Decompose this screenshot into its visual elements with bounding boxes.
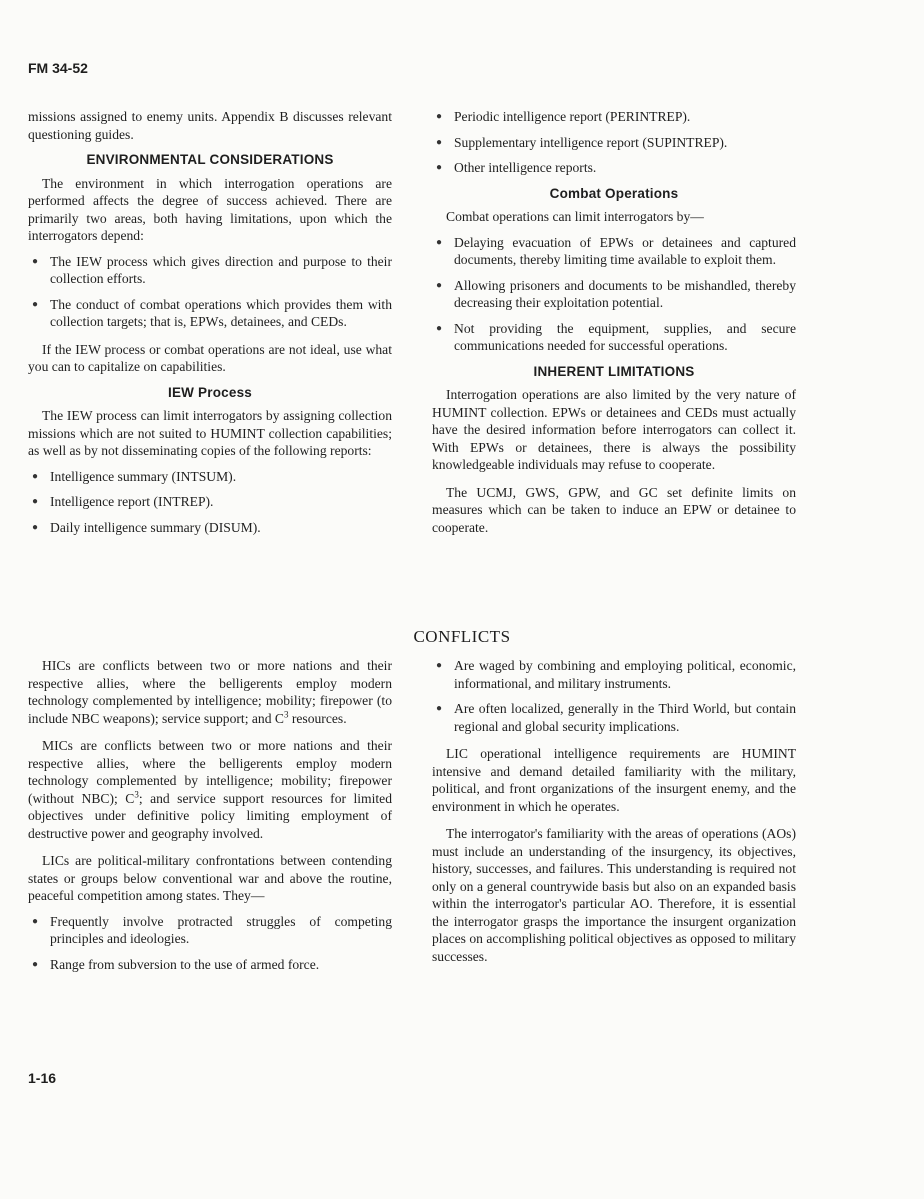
interrogator-familiarity-paragraph: The interrogator's familiarity with the areas of operations (AOs) must include an understanding of the insurgency, its objectives, history, successes, and failures. This understanding is required not only on a general countrywide basis but also on an expanded basis within the interrogator's particular AO. Therefore, it is essential the interrogator grasps the importance the insurgent organization places on accomplishing political objectives as opposed to military successes. [432, 826, 796, 964]
lic-bullet-list [28, 913, 392, 974]
inherent-limitations-heading: INHERENT LIMITATIONS [533, 363, 695, 379]
list-item: ● Allowing prisoners and documents to be mishandled, thereby decreasing their exploitation potential. [432, 277, 796, 312]
combat-paragraph: Combat operations can limit interrogators by— [446, 209, 704, 224]
hic-text: HICs are conflicts between two or more nations and their respective allies, where the belligerents employ modern technology complemented by intelligence; mobility; firepower (to include NBC weapons); service support; and C [28, 658, 392, 726]
inherent-paragraph-2: The UCMJ, GWS, GPW, and GC set definite limits on measures which can be taken to induce an EPW or detainee to cooperate. [432, 484, 796, 535]
environment-bullet-list [28, 253, 392, 331]
mic-text: MICs are conflicts between two or more nations and their respective allies, where the belligerents employ modern technology complemented by intelligence; mobility; firepower (without NBC); C [28, 738, 392, 806]
iew-paragraph: The IEW process can limit interrogators by assigning collection missions which are not suited to HUMINT collection capabilities; as well as by not disseminating copies of the following reports: [28, 408, 392, 458]
list-item: ● Intelligence report (INTREP). [28, 493, 392, 511]
mic-text-end: ; and service support resources for limited objectives under definitive policy limiting employment of destructive power and geography involved. [28, 790, 392, 841]
list-item: ● The IEW process which gives direction and purpose to their collection efforts. [28, 253, 392, 288]
conflicts-heading: CONFLICTS [413, 627, 511, 646]
combat-bullet-list [432, 234, 796, 355]
superscript: 3 [134, 788, 139, 799]
page-number: 1-16 [28, 1070, 57, 1086]
lic-requirements-paragraph: LIC operational intelligence requirements are HUMINT intensive and demand detailed familiarity with the military, political, and front organizations of the insurgent enemy, and the environment in which he operates. [432, 746, 796, 814]
list-item: ● Supplementary intelligence report (SUPINTREP). [432, 134, 796, 152]
list-item: ● Are often localized, generally in the Third World, but contain regional and global security implications. [432, 700, 796, 735]
iew-process-heading: IEW Process [168, 384, 252, 400]
list-item: ● Periodic intelligence report (PERINTREP). [432, 108, 796, 126]
list-item: ● Intelligence summary (INTSUM). [28, 468, 392, 486]
lic-bullet-list-continued [432, 657, 796, 735]
list-item: ● Frequently involve protracted struggles of competing principles and ideologies. [28, 913, 392, 948]
superscript: 3 [283, 708, 289, 719]
environment-paragraph-2: If the IEW process or combat operations are not ideal, use what you can to capitalize on capabilities. [28, 341, 392, 374]
iew-report-list [28, 468, 392, 537]
list-item: ● Are waged by combining and employing political, economic, informational, and military instruments. [432, 657, 796, 692]
right-column-bottom [432, 657, 796, 965]
document-id: FM 34-52 [28, 60, 88, 76]
list-item: ● Range from subversion to the use of armed force. [28, 956, 392, 974]
right-column-top [432, 108, 796, 536]
environment-paragraph: The environment in which interrogation operations are performed affects the degree of success achieved. There are primarily two areas, both having limitations, upon which the interrogators depend: [28, 175, 392, 243]
lic-paragraph: LICs are political-military confrontations between contending states or groups below conventional war and above the routine, peaceful competition among states. They— [28, 853, 392, 903]
list-item: ● Other intelligence reports. [432, 159, 796, 177]
report-list-continued [432, 108, 796, 177]
hic-text-end: resources. [288, 710, 347, 726]
inherent-paragraph-1: Interrogation operations are also limited by the very nature of HUMINT collection. EPWs or detainees and CEDs must actually have the desired information before interrogators can collect it. With EPWs or detainees, there is always the possibility knowledgeable individuals may refuse to cooperate. [432, 387, 796, 472]
list-item: ● Delaying evacuation of EPWs or detainees and captured documents, thereby limiting time available to exploit them. [432, 234, 796, 269]
left-column-top [28, 108, 392, 544]
intro-paragraph: missions assigned to enemy units. Appendix B discusses relevant questioning guides. [28, 109, 392, 142]
environmental-considerations-heading: ENVIRONMENTAL CONSIDERATIONS [86, 152, 334, 167]
mic-paragraph [28, 737, 392, 842]
hic-paragraph [28, 657, 392, 727]
list-item: ● The conduct of combat operations which provides them with collection targets; that is, EPWs, detainees, and CEDs. [28, 296, 392, 331]
combat-operations-heading: Combat Operations [549, 185, 679, 201]
left-column-bottom [28, 657, 392, 981]
list-item: ● Not providing the equipment, supplies, and secure communications needed for successful operations. [432, 320, 796, 355]
list-item: ● Daily intelligence summary (DISUM). [28, 519, 392, 537]
